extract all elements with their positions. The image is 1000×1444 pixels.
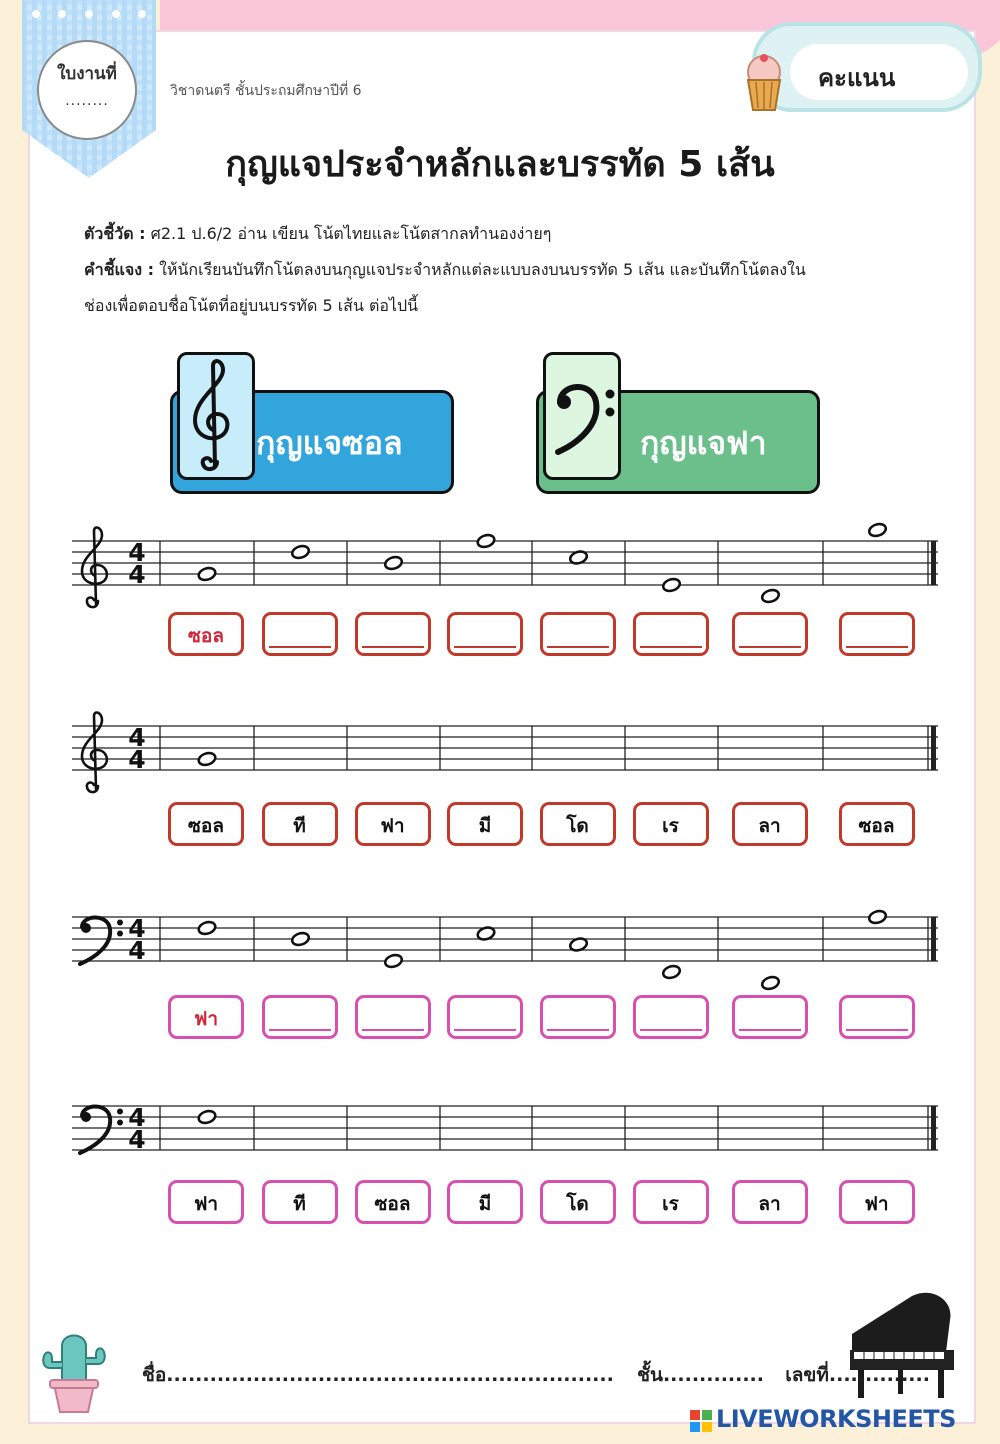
answer-underline	[269, 646, 331, 648]
whole-note	[197, 920, 217, 936]
answer-box-empty[interactable]	[839, 612, 915, 656]
answer-underline	[846, 646, 908, 648]
bass-clef-dot	[117, 1109, 123, 1115]
student-info-line	[142, 1360, 930, 1390]
bass-clef-dot	[81, 923, 91, 933]
answer-box-empty[interactable]	[355, 995, 431, 1039]
whole-note	[476, 533, 496, 549]
answer-underline	[454, 1029, 516, 1031]
answer-box-filled: ลา	[732, 802, 808, 846]
answer-box-filled: ฟา	[168, 1180, 244, 1224]
subject-line: วิชาดนตรี ชั้นประถมศึกษาปีที่ 6	[170, 83, 362, 99]
answer-box-filled: โด	[540, 1180, 616, 1224]
answer-box-empty[interactable]	[839, 995, 915, 1039]
sheet-label: ใบงานที่	[57, 64, 117, 84]
final-bar-line	[931, 541, 936, 585]
answer-box-filled: เร	[633, 802, 709, 846]
answer-box-empty[interactable]	[262, 995, 338, 1039]
answer-underline	[269, 1029, 331, 1031]
sheet-number: ........	[65, 93, 109, 109]
answer-box-filled: มี	[447, 1180, 523, 1224]
whole-note	[197, 751, 217, 767]
indicator-label: ตัวชี้วัด :	[84, 224, 146, 243]
answer-underline	[739, 646, 801, 648]
time-signature-digit: 4	[128, 745, 146, 774]
name-field[interactable]: ชื่อ..............................................................	[142, 1364, 614, 1386]
indicator-text: ศ2.1 ป.6/2 อ่าน เขียน โน้ตไทยและโน้ตสากลทำนองง่ายๆ	[150, 224, 552, 243]
answer-box-filled: ที	[262, 1180, 338, 1224]
answer-box-empty[interactable]	[447, 995, 523, 1039]
answer-box-empty[interactable]	[540, 995, 616, 1039]
answer-box-empty[interactable]	[732, 995, 808, 1039]
bass-clef-dot	[117, 931, 123, 937]
whole-note	[291, 544, 311, 560]
answer-box-filled: ที	[262, 802, 338, 846]
bass-clef-dot	[117, 920, 123, 926]
time-signature-digit: 4	[128, 1103, 146, 1132]
whole-note	[384, 953, 404, 969]
answer-underline	[362, 1029, 424, 1031]
answer-box-empty[interactable]	[633, 995, 709, 1039]
answer-underline	[454, 646, 516, 648]
whole-note	[291, 931, 311, 947]
instruction-label: คำชี้แจง :	[84, 260, 155, 279]
answer-box-filled: ซอล	[839, 802, 915, 846]
answer-box-empty[interactable]	[633, 612, 709, 656]
answer-box-filled: ซอล	[168, 612, 244, 656]
treble-clef-symbol	[82, 713, 107, 793]
whole-note	[384, 555, 404, 571]
answer-box-empty[interactable]	[262, 612, 338, 656]
final-bar-line	[931, 917, 936, 961]
time-signature-digit: 4	[128, 538, 146, 567]
answer-box-filled: เร	[633, 1180, 709, 1224]
whole-note	[662, 964, 682, 980]
answer-box-empty[interactable]	[355, 612, 431, 656]
answer-box-empty[interactable]	[540, 612, 616, 656]
answer-box-filled: ลา	[732, 1180, 808, 1224]
answer-underline	[846, 1029, 908, 1031]
treble-clef-symbol	[82, 528, 107, 608]
bass-clef-label: กุญแจฟา	[640, 424, 767, 462]
answer-box-filled: มี	[447, 802, 523, 846]
answer-underline	[640, 1029, 702, 1031]
bass-clef-dot	[117, 1120, 123, 1126]
whole-note	[761, 975, 781, 991]
whole-note	[868, 909, 888, 925]
answer-box-empty[interactable]	[447, 612, 523, 656]
answer-box-empty[interactable]	[732, 612, 808, 656]
answer-underline	[547, 646, 609, 648]
class-field[interactable]: ชั้น..............	[637, 1364, 764, 1386]
time-signature-digit: 4	[128, 914, 146, 943]
answer-box-filled: ฟา	[839, 1180, 915, 1224]
page-title: กุญแจประจำหลักและบรรทัด 5 เส้น	[225, 144, 775, 185]
final-bar-line	[931, 1106, 936, 1150]
answer-box-filled: ซอล	[168, 802, 244, 846]
answer-box-filled: ซอล	[355, 1180, 431, 1224]
answer-underline	[640, 646, 702, 648]
final-bar-line	[931, 726, 936, 770]
cactus-icon	[32, 1326, 118, 1416]
answer-underline	[739, 1029, 801, 1031]
instruction-line-2: ช่องเพื่อตอบชื่อโน้ตที่อยู่บนบรรทัด 5 เส้น ต่อไปนี้	[84, 296, 419, 315]
whole-note	[761, 588, 781, 604]
time-signature-digit: 4	[128, 1125, 146, 1154]
answer-box-filled: ฟา	[168, 995, 244, 1039]
brand-name: LIVEWORKSHEETS	[716, 1405, 956, 1433]
answer-box-filled: ฟา	[355, 802, 431, 846]
whole-note	[662, 577, 682, 593]
whole-note	[197, 566, 217, 582]
answer-box-filled: โด	[540, 802, 616, 846]
treble-clef-label: กุญแจซอล	[256, 424, 403, 462]
answer-underline	[362, 646, 424, 648]
answer-underline	[547, 1029, 609, 1031]
time-signature-digit: 4	[128, 560, 146, 589]
time-signature-digit: 4	[128, 723, 146, 752]
whole-note	[868, 522, 888, 538]
time-signature-digit: 4	[128, 936, 146, 965]
liveworksheets-logo-icon	[690, 1410, 712, 1432]
score-label: คะแนน	[818, 64, 896, 92]
whole-note	[197, 1109, 217, 1125]
bass-clef-dot	[81, 1112, 91, 1122]
number-field[interactable]: เลขที่..............	[785, 1364, 930, 1386]
instruction-text-1: ให้นักเรียนบันทึกโน้ตลงบนกุญแจประจำหลักแต่ละแบบลงบนบรรทัด 5 เส้น และบันทึกโน้ตลงใน	[159, 260, 806, 279]
